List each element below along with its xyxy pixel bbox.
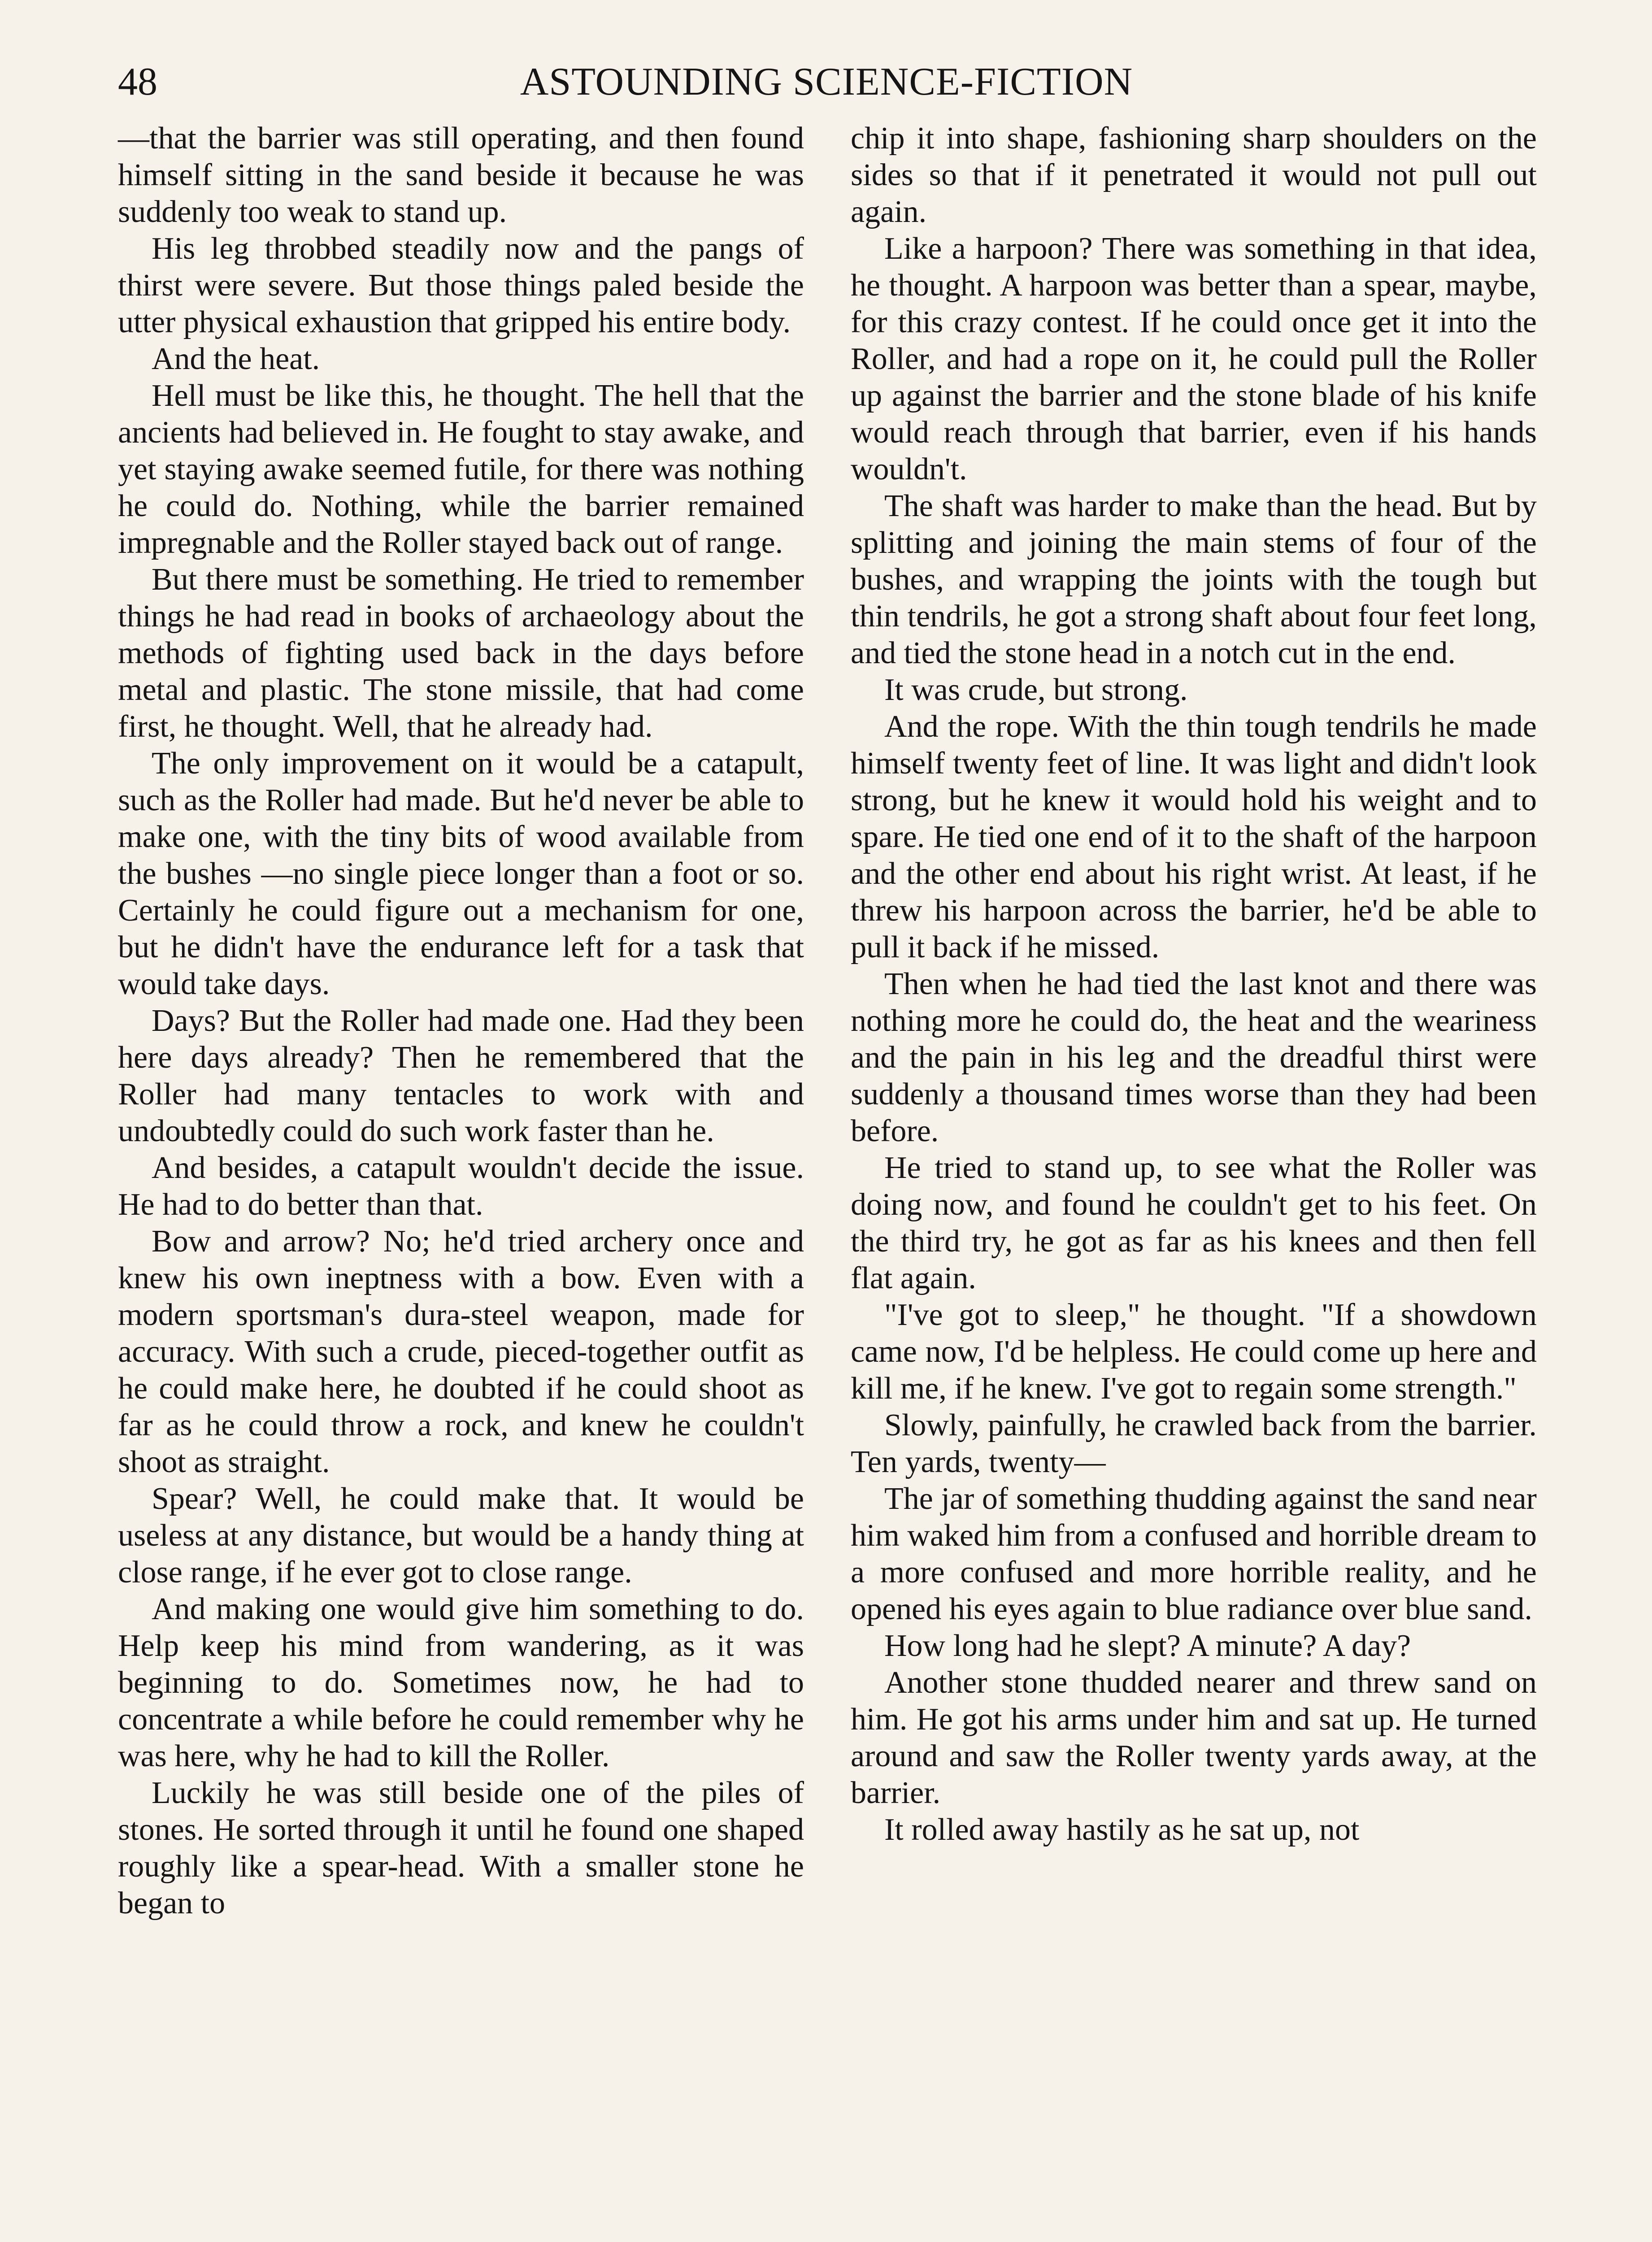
paragraph: But there must be something. He tried to remember things he had read in books of archaeology about the methods of fighting used back in the days before metal and plastic. The stone missile, that had come first, he thought. Well, that he already had. bbox=[118, 562, 804, 744]
paragraph: —that the barrier was still operating, and then found himself sitting in the sand beside it because he was suddenly too weak to stand up. bbox=[118, 121, 804, 229]
page-number: 48 bbox=[118, 60, 157, 104]
paragraph: Like a harpoon? There was something in that idea, he thought. A harpoon was better than a spear, maybe, for this crazy contest. If he could once get it into the Roller, and had a rope on it, he could pull the Roller up against the barrier and the stone blade of his knife would reach through that barrier, even if his hands wouldn't. bbox=[851, 231, 1537, 487]
paragraph: Slowly, painfully, he crawled back from the barrier. Ten yards, twenty— bbox=[851, 1408, 1537, 1479]
paragraph: "I've got to sleep," he thought. "If a showdown came now, I'd be helpless. He could come up here and kill me, if he knew. I've got to regain some strength." bbox=[851, 1298, 1537, 1406]
running-title: ASTOUNDING SCIENCE-FICTION bbox=[520, 60, 1133, 104]
paragraph: And besides, a catapult wouldn't decide the issue. He had to do better than that. bbox=[118, 1151, 804, 1222]
paragraph: It rolled away hastily as he sat up, not bbox=[884, 1812, 1360, 1847]
paragraph: The only improvement on it would be a catapult, such as the Roller had made. But he'd never be able to make one, with the tiny bits of wood available from the bushes —no single piece longer than a foot or so. Certainly he could figure out a mechanism for one, but he didn't have the endurance left for a task that would take days. bbox=[118, 746, 804, 1001]
paragraph: The shaft was harder to make than the head. But by splitting and joining the main stems of four of the bushes, and wrapping the joints with the tough but thin tendrils, he got a strong shaft about four feet long, and tied the stone head in a notch cut in the end. bbox=[851, 489, 1537, 670]
paragraph: How long had he slept? A minute? A day? bbox=[884, 1629, 1411, 1663]
paragraph: Another stone thudded nearer and threw sand on him. He got his arms under him and sat up. He turned around and saw the Roller twenty yards away, at the barrier. bbox=[851, 1665, 1537, 1810]
paragraph: chip it into shape, fashioning sharp shoulders on the sides so that if it penetrated it would not pull out again. bbox=[851, 121, 1537, 229]
paragraph: The jar of something thudding against the sand near him waked him from a confused and horrible dream to a more confused and more horrible reality, and he opened his eyes again to blue radiance over blue sand. bbox=[851, 1482, 1537, 1626]
page-header bbox=[118, 53, 1535, 111]
paragraph: And making one would give him something to do. Help keep his mind from wandering, as it was beginning to do. Sometimes now, he had to concentrate a while before he could remember why he was here, why he had to kill the Roller. bbox=[118, 1592, 804, 1773]
paragraph: Bow and arrow? No; he'd tried archery once and knew his own ineptness with a bow. Even with a modern sportsman's dura-steel weapon, made for accuracy. With such a crude, pieced-together outfit as he could make here, he doubted if he could shoot as far as he could throw a rock, and knew he couldn't shoot as straight. bbox=[118, 1224, 804, 1479]
paragraph: It was crude, but strong. bbox=[884, 673, 1188, 707]
paragraph: He tried to stand up, to see what the Roller was doing now, and found he couldn't get to his feet. On the third try, he got as far as his knees and then fell flat again. bbox=[851, 1151, 1537, 1295]
paragraph: Hell must be like this, he thought. The hell that the ancients had believed in. He fought to stay awake, and yet staying awake seemed futile, for there was nothing he could do. Nothing, while the barrier remained impregnable and the Roller stayed back out of range. bbox=[118, 378, 804, 560]
paragraph: Luckily he was still beside one of the piles of stones. He sorted through it until he found one shaped roughly like a spear-head. With a smaller stone he began to bbox=[118, 1776, 804, 1920]
paragraph: And the heat. bbox=[152, 342, 320, 376]
paragraph: His leg throbbed steadily now and the pangs of thirst were severe. But those things paled beside the utter physical exhaustion that gripped his entire body. bbox=[118, 231, 804, 339]
paragraph: And the rope. With the thin tough tendrils he made himself twenty feet of line. It was light and didn't look strong, but he knew it would hold his weight and to spare. He tied one end of it to the shaft of the harpoon and the other end about his right wrist. At least, if he threw his harpoon across the barrier, he'd be able to pull it back if he missed. bbox=[851, 709, 1537, 965]
left-column bbox=[118, 120, 804, 2242]
paragraph: Spear? Well, he could make that. It would be useless at any distance, but would be a handy thing at close range, if he ever got to close range. bbox=[118, 1482, 804, 1590]
paragraph: Days? But the Roller had made one. Had they been here days already? Then he remembered that the Roller had many tentacles to work with and undoubtedly could do such work faster than he. bbox=[118, 1004, 804, 1148]
paragraph: Then when he had tied the last knot and there was nothing more he could do, the heat and the weariness and the pain in his leg and the dreadful thirst were suddenly a thousand times worse than they had been before. bbox=[851, 967, 1537, 1148]
right-column bbox=[851, 120, 1537, 2242]
